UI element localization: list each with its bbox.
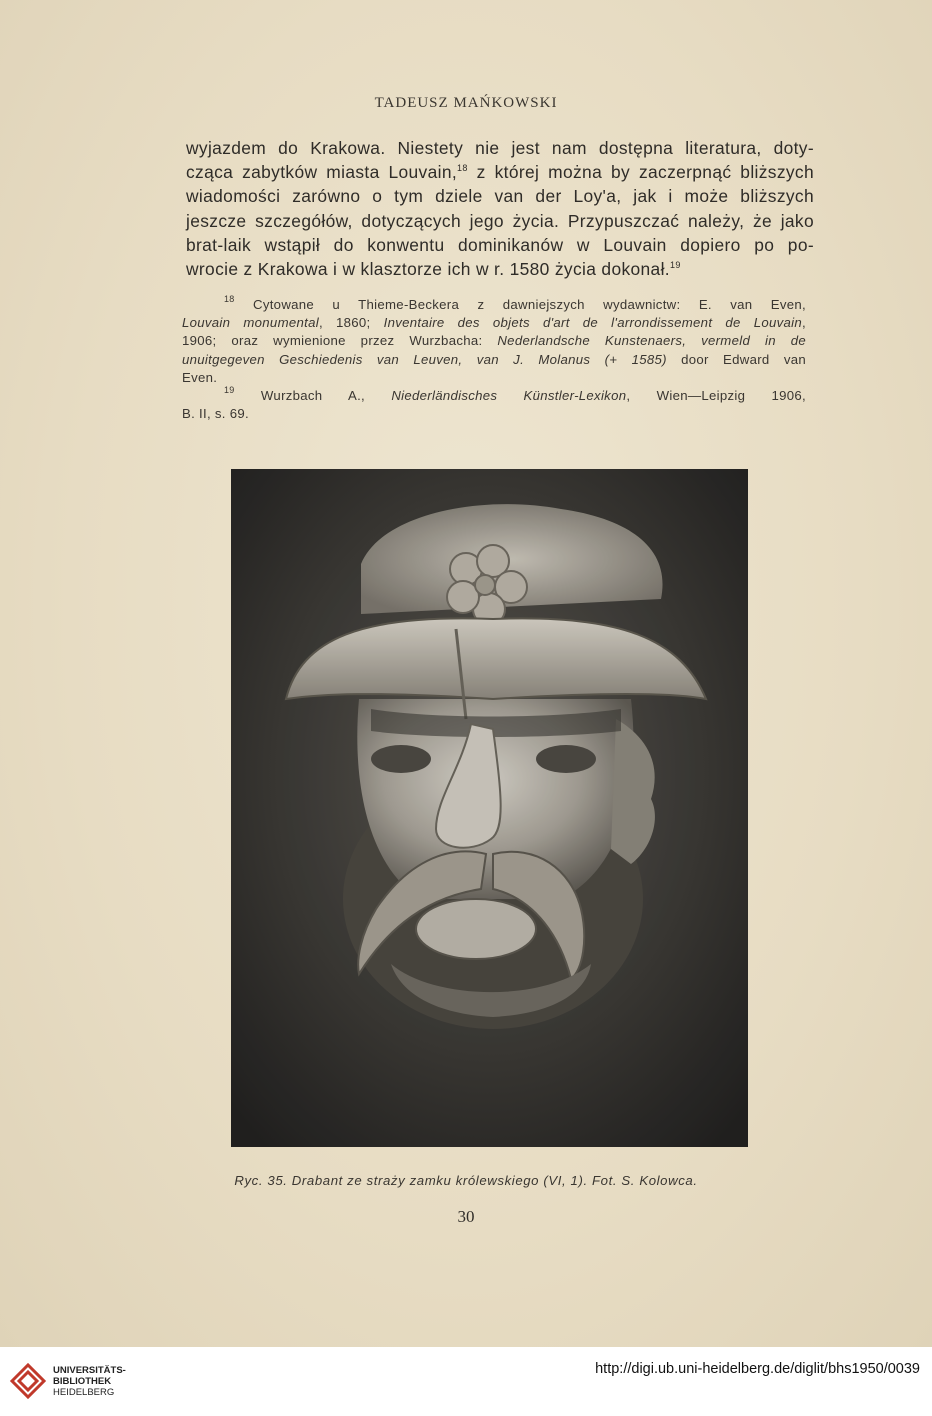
footnotes xyxy=(182,296,806,423)
body-line-part: z której można by zaczerpnąć bliższych xyxy=(476,162,814,183)
body-line xyxy=(186,160,814,184)
footnote-18-line xyxy=(182,296,806,314)
footnote-text: Wurzbach A., xyxy=(260,388,392,404)
running-head: TADEUSZ MAŃKOWSKI xyxy=(374,95,558,111)
viewer-footer xyxy=(0,1347,932,1416)
library-name-line: BIBLIOTHEK xyxy=(53,1376,112,1387)
footnote-text: , xyxy=(802,315,806,331)
permalink-url[interactable]: http://digi.ub.uni-heidelberg.de/diglit/bhs1950/0039 xyxy=(595,1361,920,1377)
footnote-18-line: Even. xyxy=(182,369,218,385)
footnote-19-line xyxy=(182,387,806,405)
footnote-title: Inventaire des objets d'art de l'arrondissement de Louvain xyxy=(383,315,803,331)
library-name-line: HEIDELBERG xyxy=(53,1387,115,1398)
figure-caption: Ryc. 35. Drabant ze straży zamku królewskiego (VI, 1). Fot. S. Kolowca. xyxy=(234,1173,698,1188)
body-line-part: wrocie z Krakowa i w klasztorze ich w r. 1580 życia dokonał. xyxy=(186,259,670,280)
footnote-18-line xyxy=(182,314,806,332)
body-line: brat-laik wstąpił do konwentu dominikanów w Louvain dopiero po po- xyxy=(186,234,814,255)
body-line-part: cząca zabytków miasta Louvain, xyxy=(186,162,458,183)
footnote-text: 1906; oraz wymienione przez Wurzbacha: xyxy=(182,333,498,349)
body-line xyxy=(186,257,814,281)
footnote-title: Nederlandsche Kunstenaers, vermeld in de xyxy=(497,333,807,349)
footnote-title: Niederländisches Künstler-Lexikon xyxy=(391,388,627,404)
library-logo-icon xyxy=(8,1361,48,1401)
footnote-18-line xyxy=(182,332,806,350)
body-paragraph xyxy=(186,136,814,281)
body-line: wiadomości zarówno o tym dziele van der Loy'a, jak i może bliższych xyxy=(186,186,814,207)
footnote-19-line: B. II, s. 69. xyxy=(182,406,249,422)
figure-photograph xyxy=(231,469,748,1147)
footnote-text: , 1860; xyxy=(318,315,384,331)
footnote-title: unuitgegeven Geschiedenis van Leuven, van J. Molanus (+ 1585) xyxy=(182,351,667,367)
page-number: 30 xyxy=(457,1207,475,1226)
footnote-ref-19[interactable]: 19 xyxy=(669,260,681,271)
footnote-title: Louvain monumental xyxy=(182,315,319,331)
body-line: jeszcze szczegółów, dotyczących jego życia. Przypuszczać należy, że jako xyxy=(186,210,814,231)
library-name xyxy=(53,1365,126,1398)
footnote-text: Cytowane u Thieme-Beckera z dawniejszych wydawnictw: E. van Even, xyxy=(253,297,806,312)
library-name-line: UNIVERSITÄTS- xyxy=(53,1365,126,1376)
footnote-18-line xyxy=(182,351,806,369)
footnote-text: door Edward van xyxy=(666,351,806,367)
footnote-19-number: 19 xyxy=(224,385,235,396)
footnote-text: , Wien—Leipzig 1906, xyxy=(626,388,806,404)
footnote-18-number: 18 xyxy=(224,294,235,304)
footnote-ref-18[interactable]: 18 xyxy=(457,163,468,174)
body-line: wyjazdem do Krakowa. Niestety nie jest nam dostępna literatura, doty- xyxy=(186,138,814,158)
carved-head-illustration xyxy=(231,469,748,1147)
